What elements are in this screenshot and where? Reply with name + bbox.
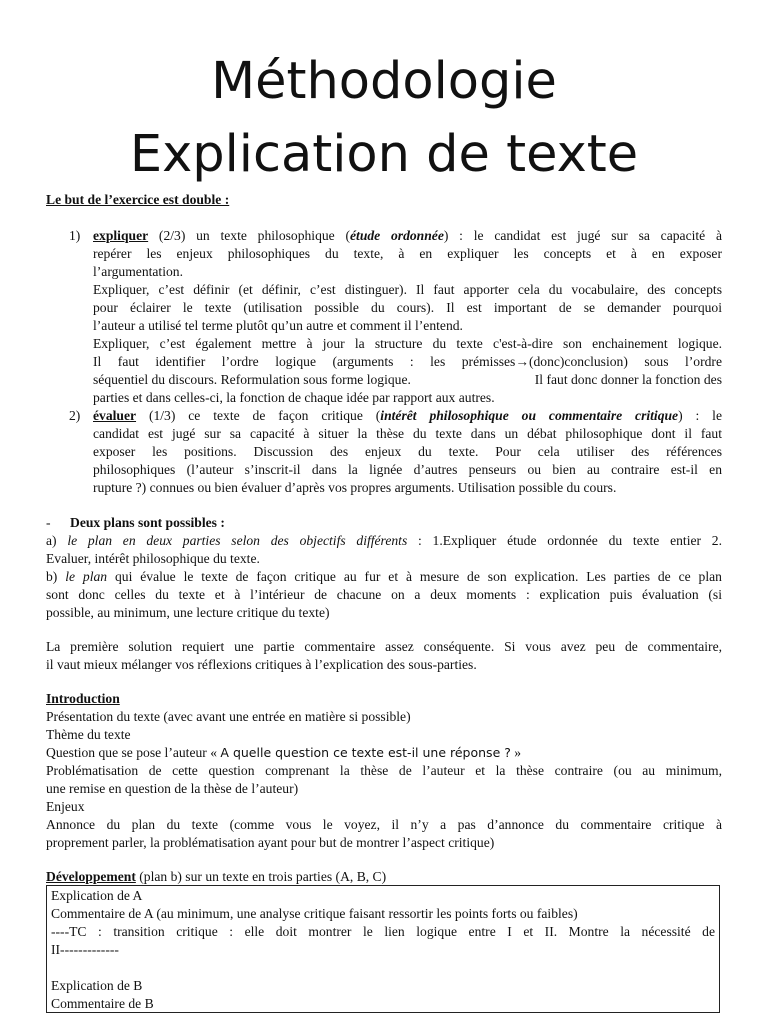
introduction-line-2: Thème du texte bbox=[46, 727, 131, 742]
box-line-2: Commentaire de A (au minimum, une analyse critique faisant ressortir les points forts ou faibles) bbox=[51, 906, 578, 921]
plan-a-italic: le plan en deux parties selon des objectifs différents bbox=[67, 533, 408, 548]
item1-line-10: parties et dans celles-ci, la fonction de chaque idée par rapport aux autres. bbox=[93, 390, 495, 405]
item2-line-2: candidat est jugé sur sa capacité à situer la thèse du texte dans un débat philosophique dont il faut bbox=[93, 426, 722, 441]
author-question: A quelle question ce texte est-il une réponse ? bbox=[220, 745, 511, 760]
box-line-5: Explication de B bbox=[51, 978, 143, 993]
item1-keyword: expliquer bbox=[93, 228, 149, 243]
box-line-6: Commentaire de B bbox=[51, 996, 154, 1011]
box-line-3: ----TC : transition critique : elle doit montrer le lien logique entre I et II. Montre la nécessité de bbox=[51, 924, 715, 939]
item2-line-3: exposer les positions. Discussion des enjeux du texte. Pour cela utiliser des références bbox=[93, 444, 722, 459]
introduction-line-1: Présentation du texte (avec avant une entrée en matière si possible) bbox=[46, 709, 411, 724]
page-title-line-2: Explication de texte bbox=[129, 125, 639, 184]
item1-line-2: repérer les enjeux philosophiques du texte, à en expliquer les concepts et à en exposer bbox=[93, 246, 722, 261]
introduction-line-5: une remise en question de la thèse de l’auteur) bbox=[46, 781, 299, 796]
item2-line-4: philosophiques (l’auteur s’inscrit-il dans la lignée d’autres penseurs ou bien au contraire est-il en bbox=[93, 462, 722, 477]
item1-number: 1) bbox=[69, 228, 81, 243]
plan-a-line-1: a) le plan en deux parties selon des objectifs différents : 1.Expliquer étude ordonnée du texte entier 2. bbox=[46, 533, 722, 548]
introduction-line-4: Problématisation de cette question comprenant la thèse de l’auteur et la thèse contraire (ou au minimum, bbox=[46, 763, 722, 778]
item1-italic: étude ordonnée bbox=[350, 228, 444, 243]
developpement-heading: Développement bbox=[46, 869, 136, 884]
introduction-line-7: Annonce du plan du texte (comme vous le voyez, il n’y a pas d’annonce du commentaire critique à bbox=[46, 817, 722, 832]
paragraph-line-1: La première solution requiert une partie commentaire assez conséquente. Si vous avez peu de commentaire, bbox=[46, 639, 722, 654]
item2-keyword: évaluer bbox=[93, 408, 137, 423]
item1-line-9b: Il faut donc donner la fonction des bbox=[534, 372, 722, 387]
plan-b-italic: le plan bbox=[65, 569, 108, 584]
plan-b-line-2: sont donc celles du texte et à l’intérieur de chacune on a deux moments : explication puis évaluation (si bbox=[46, 587, 722, 602]
plan-b-line-1: b) le plan qui évalue le texte de façon critique au fur et à mesure de son explication. Les parties de ce plan bbox=[46, 569, 722, 584]
item1-line-4: Expliquer, c’est définir (et définir, c’est distinguer). Il faut apporter cela du vocabulaire, des concepts bbox=[93, 282, 722, 297]
intro-heading: Le but de l’exercice est double : bbox=[46, 192, 230, 207]
item1-line-7: Expliquer, c’est également mettre à jour la structure du texte c'est-à-dire son enchainement logique. bbox=[93, 336, 722, 351]
plans-dash: - bbox=[46, 515, 51, 530]
page-title-line-1: Méthodologie bbox=[211, 52, 557, 111]
introduction-line-3: Question que se pose l’auteur « A quelle question ce texte est-il une réponse ? » bbox=[46, 745, 522, 760]
item1-line-1: expliquer (2/3) un texte philosophique (étude ordonnée) : le candidat est jugé sur sa capacité à bbox=[93, 228, 723, 243]
developpement-heading-line: Développement (plan b) sur un texte en trois parties (A, B, C) bbox=[46, 869, 387, 884]
item1-line-8: Il faut identifier l’ordre logique (arguments : les prémisses→(donc)conclusion) sous l’ordre bbox=[93, 354, 722, 369]
box-line-4: II------------- bbox=[51, 942, 119, 957]
plans-heading: Deux plans sont possibles : bbox=[70, 515, 225, 530]
plan-b-line-3: possible, au minimum, une lecture critique du texte) bbox=[46, 605, 330, 620]
plan-a-line-2: Evaluer, intérêt philosophique du texte. bbox=[46, 551, 260, 566]
item2-italic: intérêt philosophique ou commentaire critique bbox=[380, 408, 679, 423]
introduction-line-6: Enjeux bbox=[46, 799, 85, 814]
item1-line-5: pour éclairer le texte (utilisation possible du cours). Il est important de se demander pourquoi bbox=[93, 300, 722, 315]
item2-line-5: rupture ?) connues ou bien évaluer d’après vos propres arguments. Utilisation possible du cours. bbox=[93, 480, 617, 495]
item1-line-6: l’auteur a utilisé tel terme plutôt qu’un autre et comment il l’entend. bbox=[93, 318, 463, 333]
item1-line-9a: séquentiel du discours. Reformulation sous forme logique. bbox=[93, 372, 411, 387]
item1-line-3: l’argumentation. bbox=[93, 264, 183, 279]
item2-line-1: évaluer (1/3) ce texte de façon critique (intérêt philosophique ou commentaire critique) : le bbox=[93, 408, 722, 423]
introduction-line-8: proprement parler, la problématisation ayant pour but de montrer l’aspect critique) bbox=[46, 835, 495, 850]
paragraph-line-2: il vaut mieux mélanger vos réflexions critiques à l’explication des sous-parties. bbox=[46, 657, 477, 672]
introduction-heading: Introduction bbox=[46, 691, 120, 706]
box-line-1: Explication de A bbox=[51, 888, 143, 903]
item2-number: 2) bbox=[69, 408, 81, 423]
